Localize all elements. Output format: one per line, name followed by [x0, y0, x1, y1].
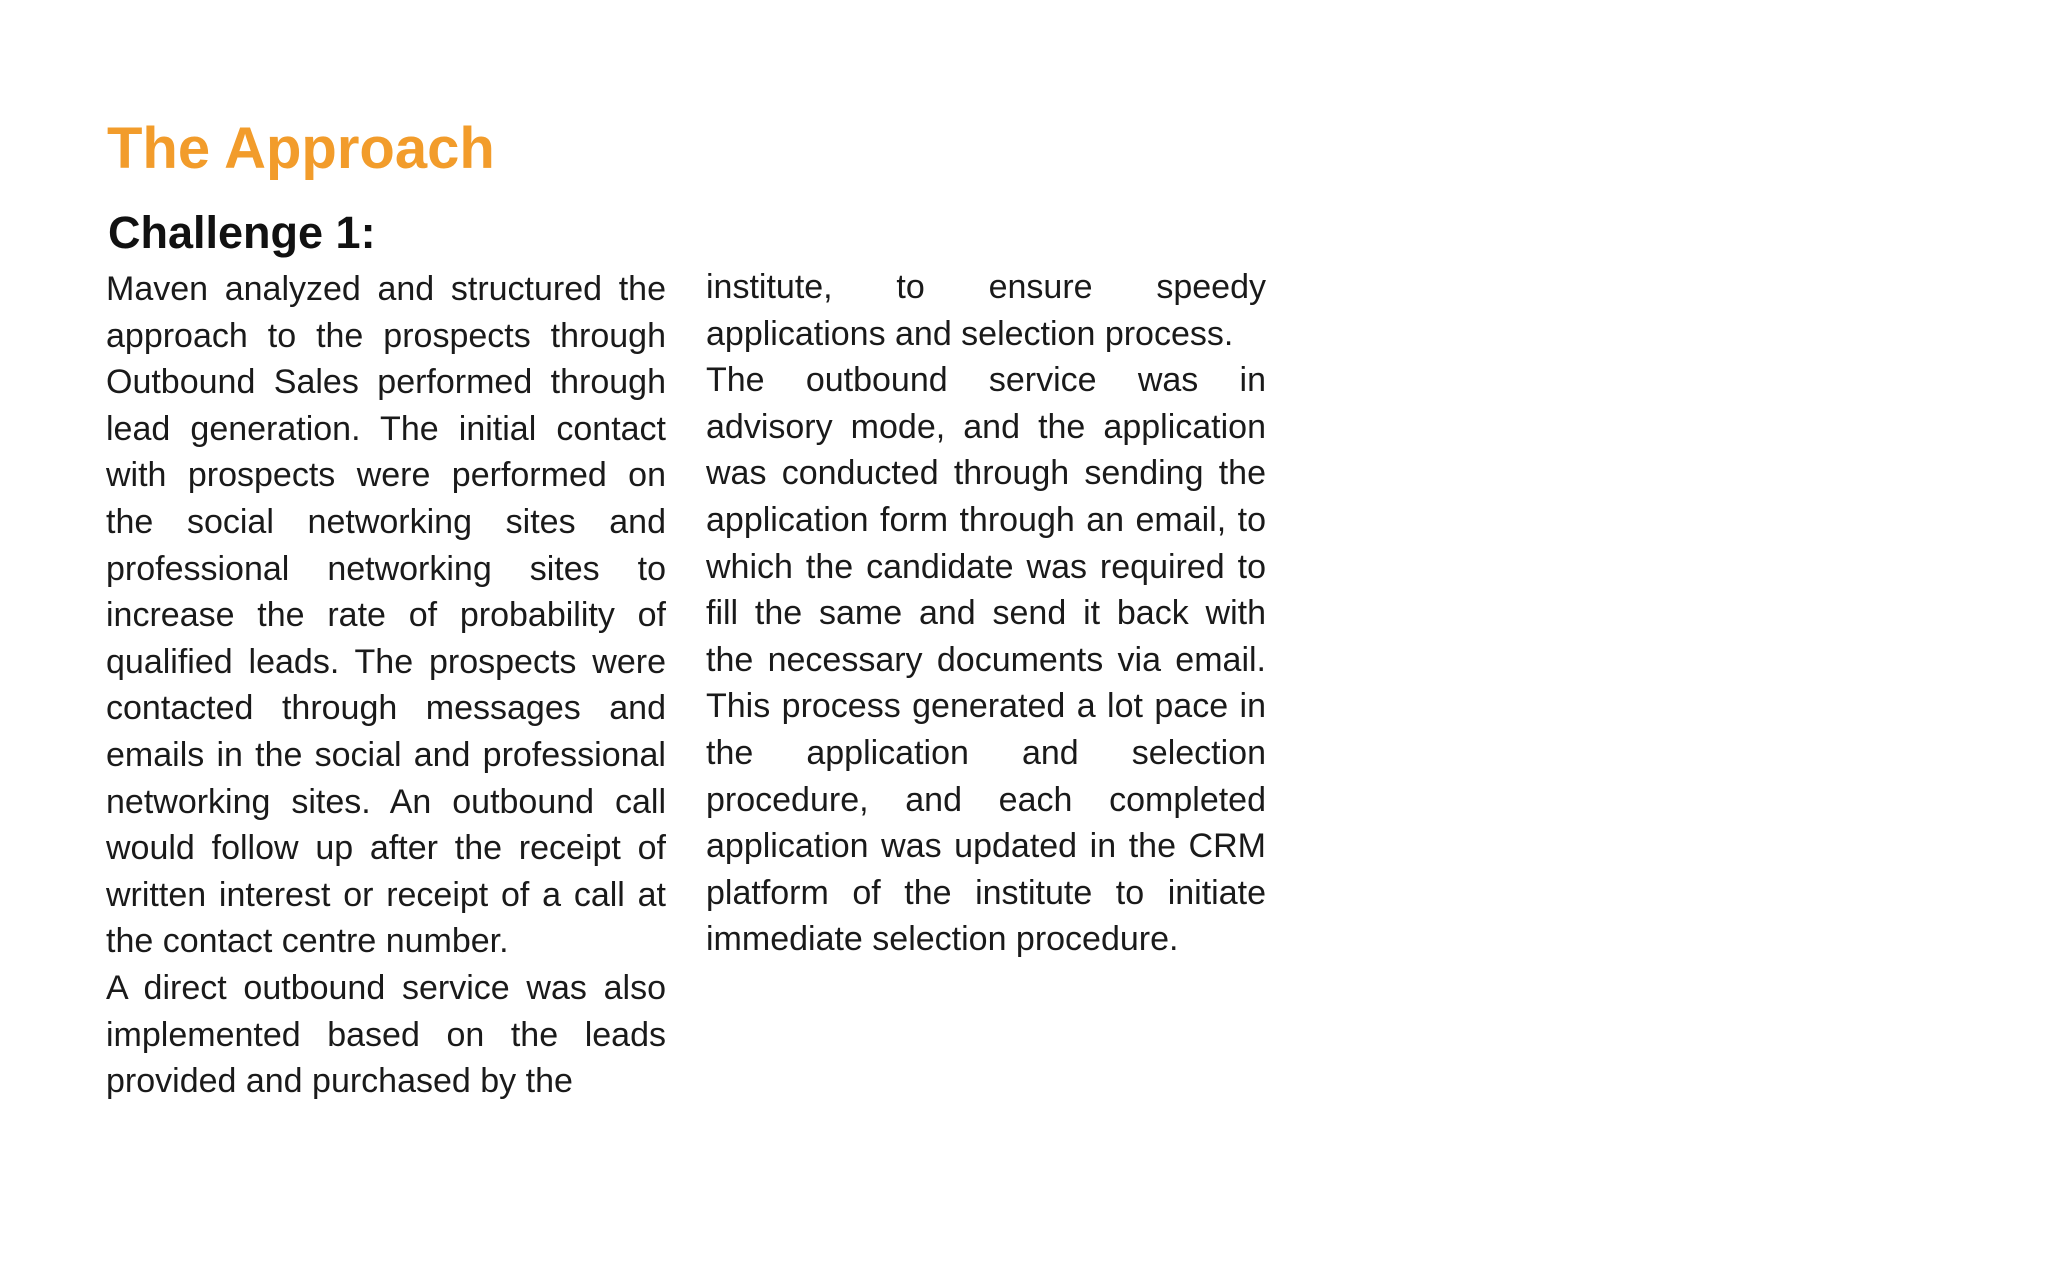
left-paragraph-2: A direct outbound service was also implemented based on the leads provided and purchased by the: [106, 968, 666, 1101]
right-text-column: [706, 264, 1266, 963]
left-text-column: [106, 266, 666, 1105]
slide-title: The Approach: [107, 116, 495, 181]
right-paragraph-1: institute, to ensure speedy applications and selection process.: [706, 268, 1266, 353]
challenge-heading: Challenge 1:: [108, 207, 376, 258]
left-paragraph-1: Maven analyzed and structured the approach to the prospects through Outbound Sales performed through lead generation. The initial contact with prospects were performed on the social networking sites and professional networking sites to increase the rate of probability of qualified leads. The prospects were contacted through messages and emails in the social and professional networking sites. An outbound call would follow up after the receipt of written interest or receipt of a call at the contact centre number.: [106, 270, 666, 961]
right-paragraph-2: The outbound service was in advisory mode, and the application was conducted through sending the application form through an email, to which the candidate was required to fill the same and send it back with the necessary documents via email. This process generated a lot pace in the application and selection procedure, and each completed application was updated in the CRM platform of the institute to initiate immediate selection procedure.: [706, 361, 1266, 959]
